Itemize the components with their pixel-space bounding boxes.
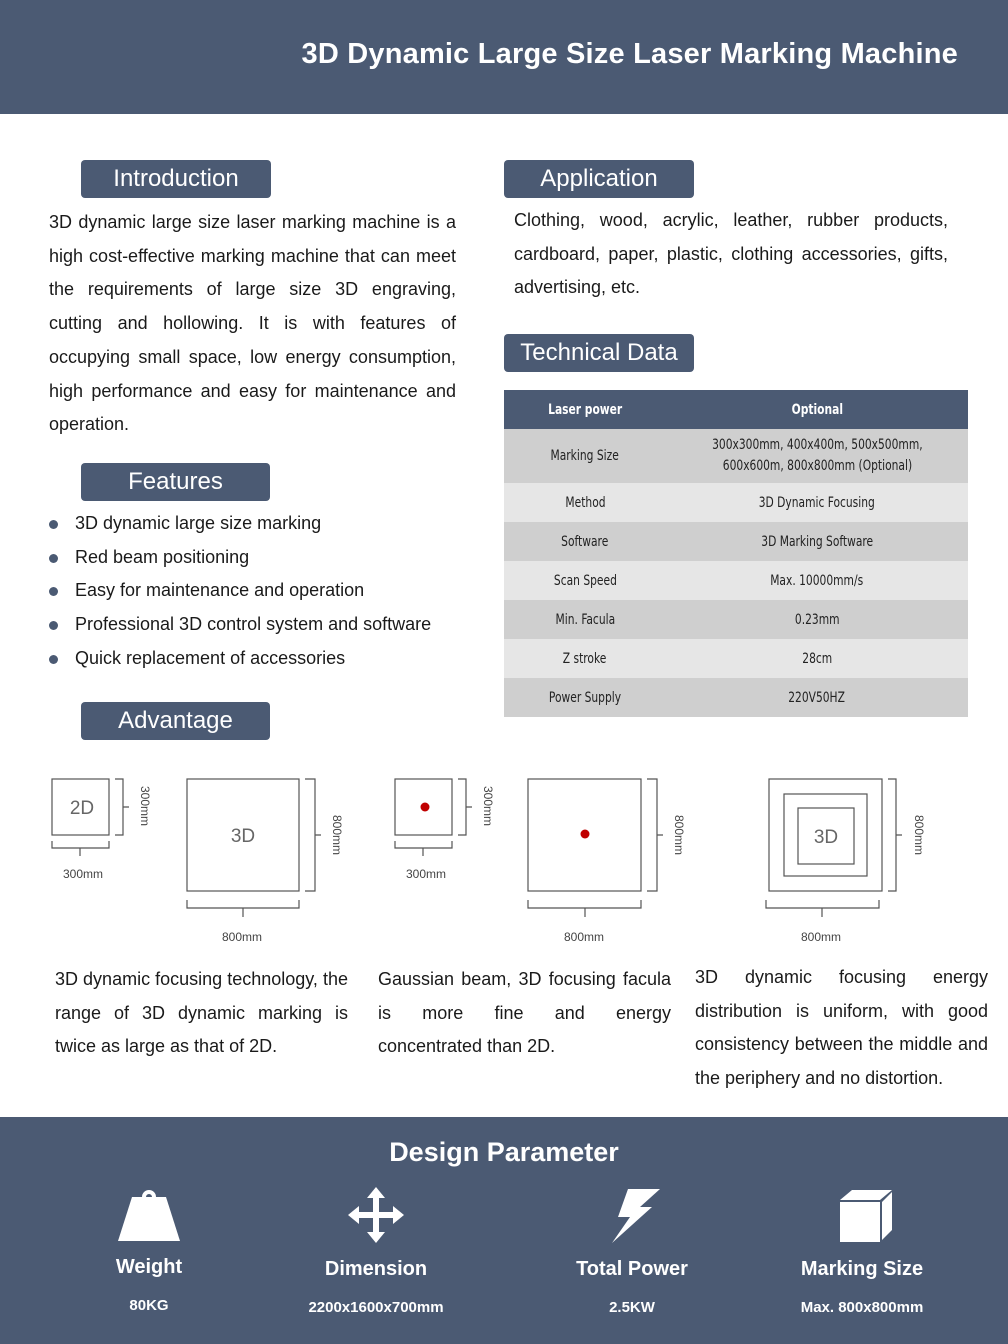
table-row [504, 483, 968, 522]
list-item: 3D dynamic large size marking [49, 507, 469, 541]
big-beam-dot [581, 830, 590, 839]
power-icon [600, 1185, 664, 1245]
height-bracket [888, 779, 902, 891]
table-cell: 220V50HZ [788, 689, 846, 706]
bullet-icon [49, 587, 58, 596]
param-value: 2200x1600x700mm [308, 1299, 444, 1316]
small-height-bracket [115, 779, 129, 835]
page-title: 3D Dynamic Large Size Laser Marking Machine [301, 38, 958, 70]
table-header-cell: Laser power [547, 401, 623, 418]
big-width-bracket [528, 900, 641, 917]
table-cell: Marking Size [550, 448, 620, 464]
technical-heading: Technical Data [504, 334, 694, 372]
design-parameter-title: Design Parameter [389, 1137, 619, 1167]
introduction-text: 3D dynamic large size laser marking machine is a high cost-effective marking machine that can meet the requirements of large size 3D engraving, cutting and hollowing. It is with features of occupying small space, low energy consumption, high performance and easy for maintenance and operation. [49, 212, 456, 435]
big-height-bracket [305, 779, 321, 891]
table-row [504, 561, 968, 600]
features-list [49, 507, 469, 675]
param-label: Weight [115, 1256, 183, 1278]
table-cell: 600x600m, 800x800mm (Optional) [722, 458, 912, 474]
small-height-bracket [458, 779, 472, 835]
advantage-text-range: 3D dynamic focusing technology, the range of 3D dynamic marking is twice as large as that of 2D. [55, 969, 348, 1057]
big-height-label: 800mm [672, 815, 686, 856]
small-height-label: 300mm [138, 786, 152, 827]
param-weight [34, 1185, 264, 1314]
big-field-label: 3D [230, 826, 256, 847]
small-width-label: 300mm [405, 867, 447, 881]
table-cell: 0.23mm [794, 611, 840, 628]
table-row [504, 522, 968, 561]
table-header-cell: Optional [791, 401, 843, 418]
small-beam-dot [421, 803, 430, 812]
bullet-icon [49, 520, 58, 529]
table-cell: Method [564, 494, 606, 511]
cube-icon [830, 1185, 894, 1245]
list-item: Easy for maintenance and operation [49, 574, 469, 608]
list-item: Quick replacement of accessories [49, 642, 469, 676]
table-cell: Scan Speed [553, 572, 617, 589]
table-cell: 3D Dynamic Focusing [758, 494, 876, 511]
diagram-range-comparison [40, 770, 360, 950]
table-header-row [504, 390, 968, 429]
small-width-label: 300mm [62, 867, 104, 881]
big-width-bracket [187, 900, 299, 917]
weight-icon [114, 1185, 184, 1243]
advantage-text-energy: 3D dynamic focusing energy distribution is uniform, with good consistency between the middle and the periphery and no distortion. [695, 967, 988, 1089]
advantage-heading: Advantage [81, 702, 270, 740]
param-label: Marking Size [800, 1258, 924, 1280]
table-cell: Power Supply [548, 689, 622, 706]
table-cell: 28cm [802, 650, 832, 667]
dimension-icon [344, 1185, 408, 1245]
small-field-label: 2D [69, 798, 95, 819]
bullet-icon [49, 621, 58, 630]
table-cell: Z stroke [563, 650, 607, 667]
table-row [504, 429, 968, 483]
param-marking-size [747, 1185, 977, 1316]
big-width-label: 800mm [221, 930, 263, 944]
introduction-heading: Introduction [81, 160, 271, 198]
param-value: 2.5KW [609, 1299, 655, 1316]
big-height-label: 800mm [330, 815, 344, 856]
list-item: Red beam positioning [49, 541, 469, 575]
param-label: Dimension [324, 1258, 428, 1280]
list-item: Professional 3D control system and software [49, 608, 469, 642]
small-height-label: 300mm [481, 786, 495, 827]
table-row [504, 639, 968, 678]
param-dimension [261, 1185, 491, 1316]
bullet-icon [49, 554, 58, 563]
param-value: Max. 800x800mm [800, 1299, 924, 1316]
table-cell: Software [561, 533, 609, 550]
small-width-bracket [52, 841, 109, 856]
design-parameter-section [0, 1117, 1008, 1344]
big-width-label: 800mm [563, 930, 605, 944]
features-heading: Features [81, 463, 270, 501]
table-cell: Max. 10000mm/s [770, 572, 864, 589]
table-cell: 300x300mm, 400x400m, 500x500mm, [711, 437, 923, 453]
table-cell: Min. Facula [555, 611, 615, 628]
param-label: Total Power [576, 1258, 688, 1280]
page-header [0, 0, 1008, 114]
width-label: 800mm [800, 930, 842, 944]
diagram-energy-distribution [760, 770, 960, 950]
param-total-power [517, 1185, 747, 1316]
diagram-facula-comparison [383, 770, 703, 950]
param-value: 80KG [129, 1297, 169, 1314]
application-text: Clothing, wood, acrylic, leather, rubber products, cardboard, paper, plastic, clothing accessories, gifts, advertising, etc. [514, 210, 948, 298]
table-cell: 3D Marking Software [761, 533, 873, 550]
field-label: 3D [813, 827, 839, 848]
bullet-icon [49, 655, 58, 664]
height-label: 800mm [912, 815, 926, 856]
advantage-text-facula: Gaussian beam, 3D focusing facula is more fine and energy concentrated than 2D. [378, 969, 671, 1057]
small-width-bracket [395, 841, 452, 856]
application-heading: Application [504, 160, 694, 198]
width-bracket [766, 900, 879, 917]
technical-table [504, 390, 968, 717]
big-height-bracket [647, 779, 663, 891]
table-row [504, 600, 968, 639]
table-row [504, 678, 968, 717]
